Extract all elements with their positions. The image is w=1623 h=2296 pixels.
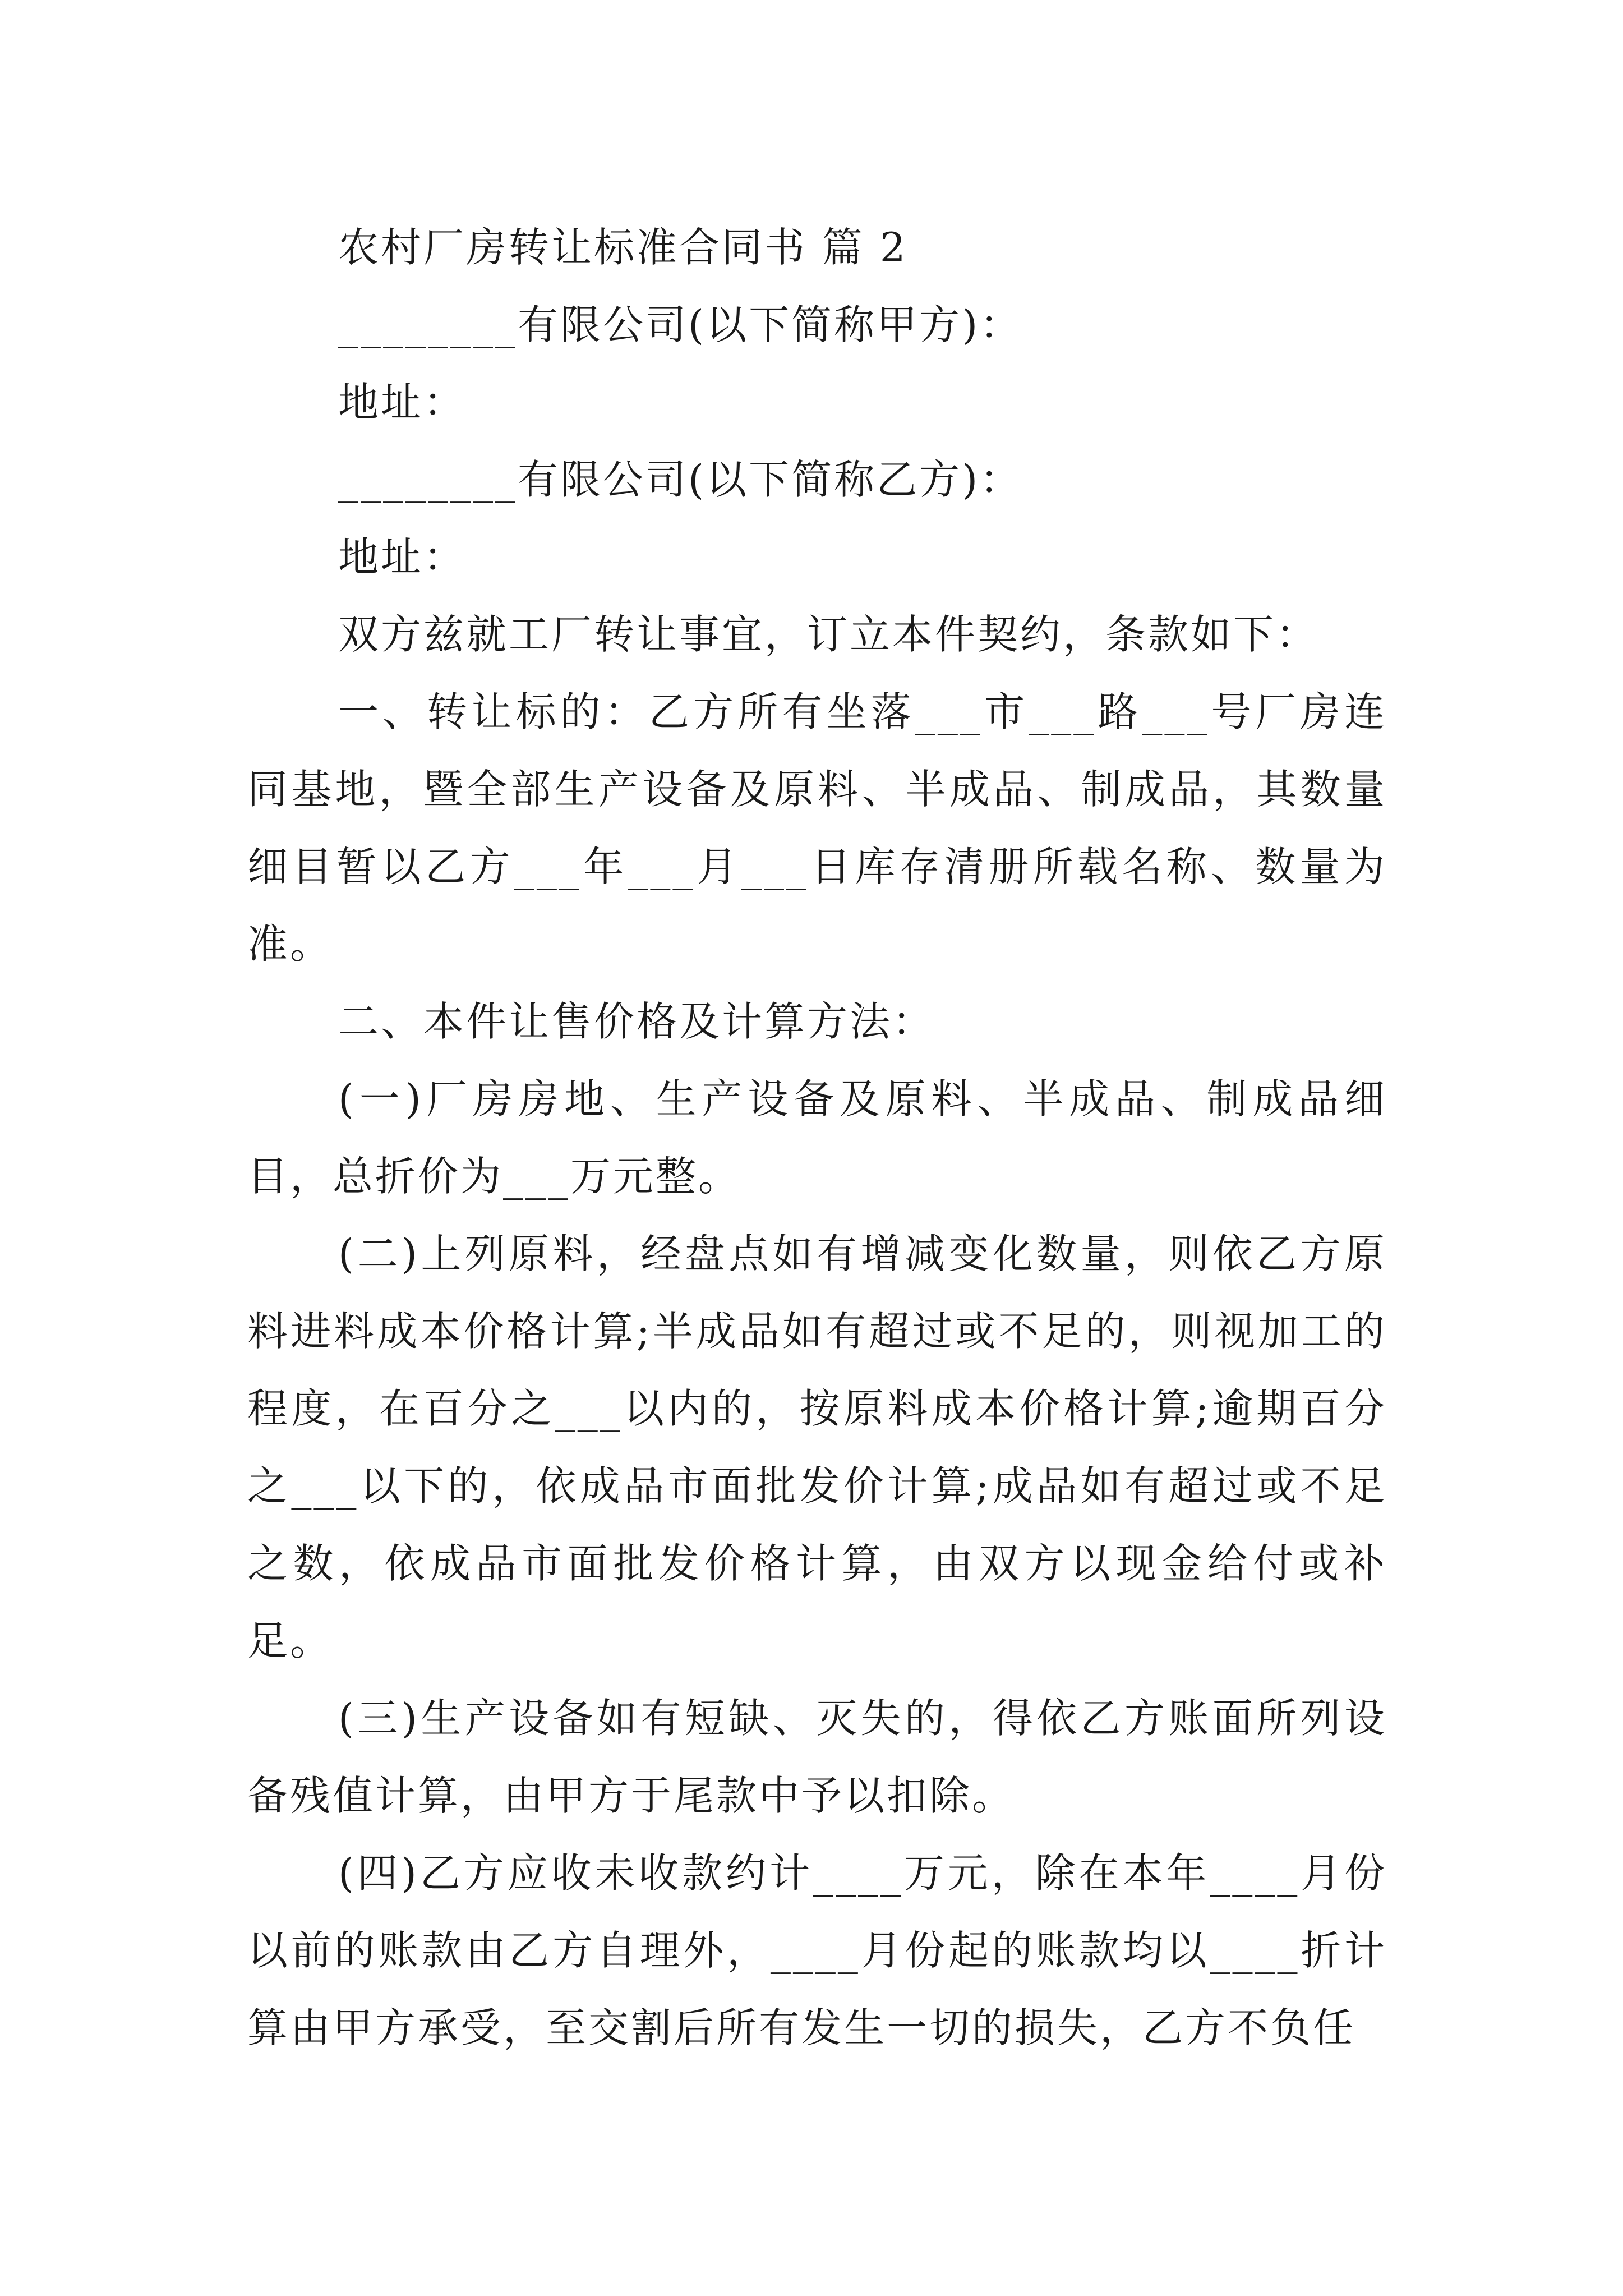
document-body (247, 209, 1387, 2067)
clause-2-item-4: (四)乙方应收未收款约计____万元，除在本年____月份以前的账款由乙方自理外，____月份起的账款均以____折计算由甲方承受，至交割后所有发生一切的损失，乙方不负任 (247, 1849, 1387, 2051)
party-a-line: ________有限公司(以下简称甲方)： (338, 301, 1023, 348)
party-b-address: 地址： (338, 533, 467, 581)
party-b-line: ________有限公司(以下简称乙方)： (338, 456, 1023, 503)
clause-2-item-2: (二)上列原料，经盘点如有增减变化数量，则依乙方原料进料成本价格计算;半成品如有超过或不足的，则视加工的程度，在百分之___以内的，按原料成本价格计算;逾期百分之___以下的，依成品市面批发价计算;成品如有超过或不足之数，依成品市面批发价格计算，由双方以现金给付或补足。 (247, 1230, 1387, 1664)
preamble-paragraph: 双方兹就工厂转让事宜，订立本件契约，条款如下： (338, 611, 1319, 658)
clause-2-item-1: (一)厂房房地、生产设备及原料、半成品、制成品细目，总折价为___万元整。 (247, 1075, 1387, 1200)
party-a-address: 地址： (338, 379, 467, 426)
clause-2-heading: 二、本件让售价格及计算方法： (338, 998, 935, 1045)
clause-2-item-3: (三)生产设备如有短缺、灭失的，得依乙方账面所列设备残值计算，由甲方于尾款中予以扣除。 (247, 1695, 1387, 1819)
document-title: 农村厂房转让标准合同书 篇 2 (338, 224, 908, 271)
clause-1-paragraph: 一、转让标的：乙方所有坐落___市___路___号厂房连同基地，暨全部生产设备及原料、半成品、制成品，其数量细目暂以乙方___年___月___日库存清册所载名称、数量为准。 (247, 688, 1387, 968)
